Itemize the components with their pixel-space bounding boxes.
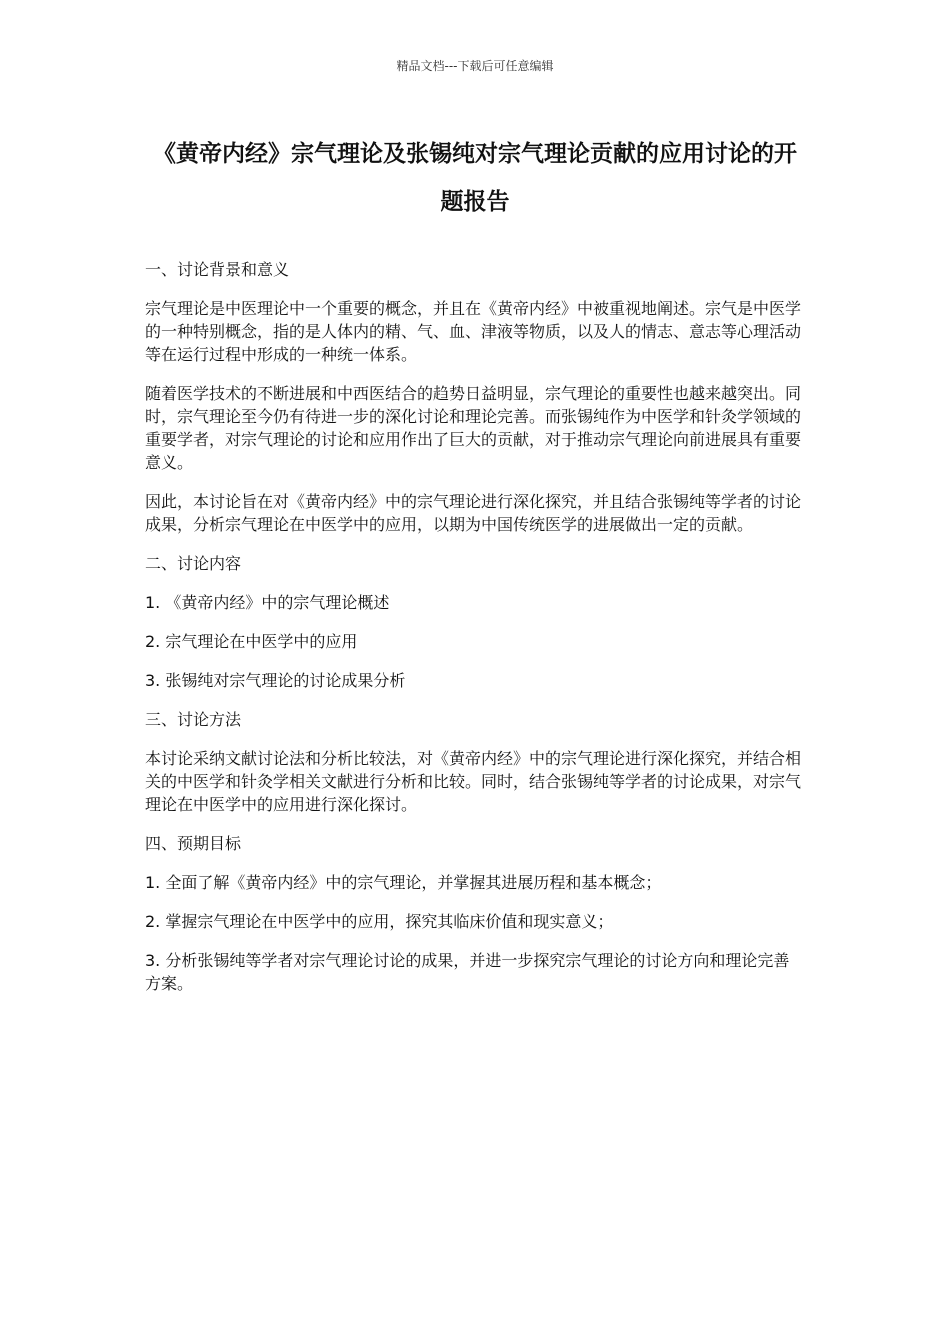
paragraph-background-3: 因此，本讨论旨在对《黄帝内经》中的宗气理论进行深化探究，并且结合张锡纯等学者的讨论成果，分析宗气理论在中医学中的应用，以期为中国传统医学的进展做出一定的贡献。 [145,492,802,534]
list-item-content-2: 2. 宗气理论在中医学中的应用 [145,632,358,651]
paragraph-background-1: 宗气理论是中医理论中一个重要的概念，并且在《黄帝内经》中被重视地阐述。宗气是中医学的一种特别概念，指的是人体内的精、气、血、津液等物质，以及人的情志、意志等心理活动等在运行过程中形成的一种统一体系。 [145,299,802,364]
page-header-note: 精品文档---下载后可任意编辑 [396,59,554,73]
section-heading-background: 一、讨论背景和意义 [145,260,290,279]
document-title: 《黄帝内经》宗气理论及张锡纯对宗气理论贡献的应用讨论的开题报告 [153,141,797,215]
list-item-goal-2: 2. 掌握宗气理论在中医学中的应用，探究其临床价值和现实意义； [145,912,614,931]
paragraph-method: 本讨论采纳文献讨论法和分析比较法，对《黄帝内经》中的宗气理论进行深化探究，并结合相关的中医学和针灸学相关文献进行分析和比较。同时，结合张锡纯等学者的讨论成果，对宗气理论在中医学中的应用进行深化探讨。 [145,749,802,814]
list-item-content-3: 3. 张锡纯对宗气理论的讨论成果分析 [145,671,406,690]
document-body [145,258,805,1011]
section-heading-goals: 四、预期目标 [145,834,242,853]
section-heading-method: 三、讨论方法 [145,710,242,729]
list-item-goal-3: 3. 分析张锡纯等学者对宗气理论讨论的成果，并进一步探究宗气理论的讨论方向和理论完善方案。 [145,951,790,993]
list-item-content-1: 1. 《黄帝内经》中的宗气理论概述 [145,593,390,612]
section-heading-content: 二、讨论内容 [145,554,242,573]
paragraph-background-2: 随着医学技术的不断进展和中西医结合的趋势日益明显，宗气理论的重要性也越来越突出。同时，宗气理论至今仍有待进一步的深化讨论和理论完善。而张锡纯作为中医学和针灸学领域的重要学者，对宗气理论的讨论和应用作出了巨大的贡献，对于推动宗气理论向前进展具有重要意义。 [145,384,802,472]
list-item-goal-1: 1. 全面了解《黄帝内经》中的宗气理论，并掌握其进展历程和基本概念； [145,873,662,892]
